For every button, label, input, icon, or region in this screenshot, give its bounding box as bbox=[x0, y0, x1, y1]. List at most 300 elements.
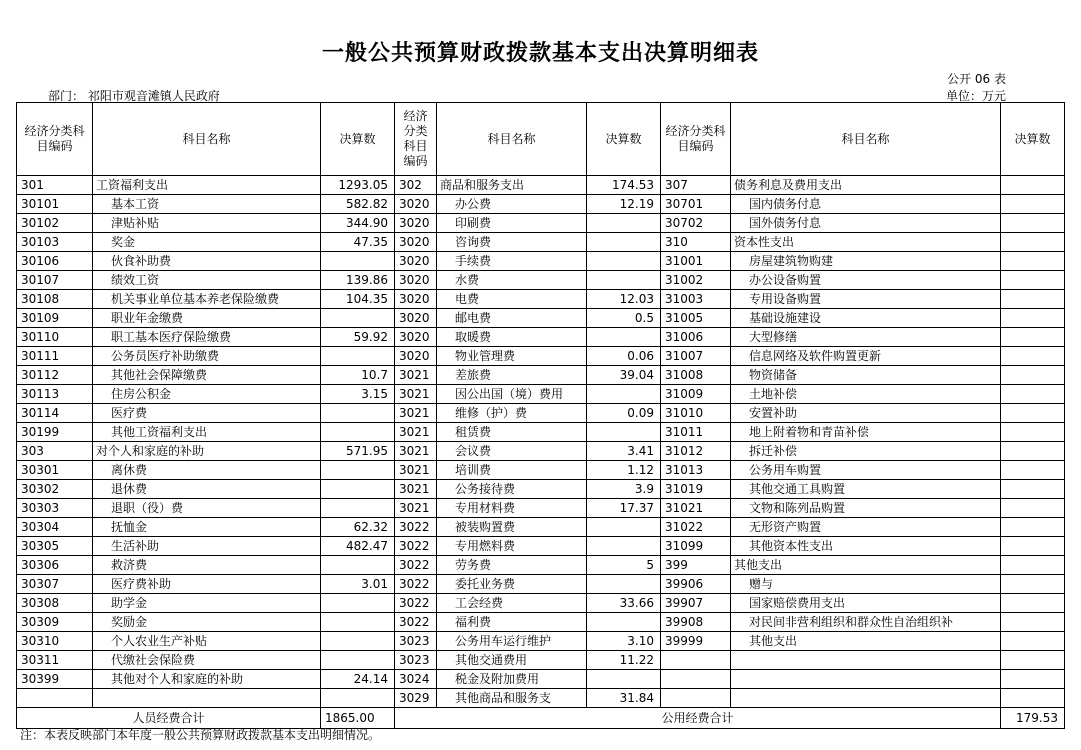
table-row bbox=[17, 195, 1065, 214]
cell-amount-2 bbox=[587, 252, 661, 271]
cell-amount-3 bbox=[1001, 632, 1065, 651]
cell-code-1: 30309 bbox=[17, 613, 93, 632]
table-row bbox=[17, 461, 1065, 480]
cell-name-1: 抚恤金 bbox=[93, 518, 321, 537]
cell-name-2: 会议费 bbox=[437, 442, 587, 461]
cell-code-2: 3020 bbox=[395, 309, 437, 328]
header-amount-3: 决算数 bbox=[1001, 103, 1065, 176]
cell-name-1: 绩效工资 bbox=[93, 271, 321, 290]
header-name-1: 科目名称 bbox=[93, 103, 321, 176]
cell-name-1: 奖励金 bbox=[93, 613, 321, 632]
cell-name-1: 退职（役）费 bbox=[93, 499, 321, 518]
table-row bbox=[17, 480, 1065, 499]
cell-code-3: 399 bbox=[661, 556, 731, 575]
cell-amount-3 bbox=[1001, 594, 1065, 613]
cell-amount-3 bbox=[1001, 309, 1065, 328]
cell-amount-2 bbox=[587, 518, 661, 537]
cell-amount-3 bbox=[1001, 461, 1065, 480]
table-row bbox=[17, 537, 1065, 556]
cell-code-3: 31022 bbox=[661, 518, 731, 537]
cell-amount-3 bbox=[1001, 366, 1065, 385]
cell-amount-2: 5 bbox=[587, 556, 661, 575]
cell-name-2: 被装购置费 bbox=[437, 518, 587, 537]
cell-name-1: 离休费 bbox=[93, 461, 321, 480]
cell-code-1: 30107 bbox=[17, 271, 93, 290]
cell-amount-2 bbox=[587, 670, 661, 689]
cell-code-3: 31007 bbox=[661, 347, 731, 366]
cell-name-3 bbox=[731, 651, 1001, 670]
cell-code-3: 31005 bbox=[661, 309, 731, 328]
cell-code-3: 307 bbox=[661, 176, 731, 195]
cell-name-3: 国外债务付息 bbox=[731, 214, 1001, 233]
personnel-total-value: 1865.00 bbox=[321, 708, 395, 729]
cell-name-2: 公务用车运行维护 bbox=[437, 632, 587, 651]
cell-code-2: 3022 bbox=[395, 575, 437, 594]
cell-code-1: 30305 bbox=[17, 537, 93, 556]
cell-name-1: 机关事业单位基本养老保险缴费 bbox=[93, 290, 321, 309]
cell-code-3: 39906 bbox=[661, 575, 731, 594]
footnote: 注：本表反映部门本年度一般公共预算财政拨款基本支出明细情况。 bbox=[20, 728, 381, 742]
header-amount-1: 决算数 bbox=[321, 103, 395, 176]
cell-name-1: 生活补助 bbox=[93, 537, 321, 556]
cell-code-2: 3020 bbox=[395, 195, 437, 214]
cell-amount-3 bbox=[1001, 689, 1065, 708]
cell-amount-3 bbox=[1001, 214, 1065, 233]
cell-amount-3 bbox=[1001, 556, 1065, 575]
cell-amount-1: 571.95 bbox=[321, 442, 395, 461]
cell-name-1: 助学金 bbox=[93, 594, 321, 613]
cell-code-2: 3020 bbox=[395, 271, 437, 290]
cell-amount-3 bbox=[1001, 518, 1065, 537]
cell-code-3: 31099 bbox=[661, 537, 731, 556]
table-row bbox=[17, 347, 1065, 366]
cell-name-1: 对个人和家庭的补助 bbox=[93, 442, 321, 461]
cell-name-2: 培训费 bbox=[437, 461, 587, 480]
cell-amount-2 bbox=[587, 613, 661, 632]
cell-name-3: 房屋建筑物购建 bbox=[731, 252, 1001, 271]
cell-code-2: 3024 bbox=[395, 670, 437, 689]
cell-code-3: 31001 bbox=[661, 252, 731, 271]
cell-amount-3 bbox=[1001, 613, 1065, 632]
table-row bbox=[17, 594, 1065, 613]
header-code-1: 经济分类科目编码 bbox=[17, 103, 93, 176]
cell-amount-2 bbox=[587, 385, 661, 404]
header-name-3: 科目名称 bbox=[731, 103, 1001, 176]
cell-name-1: 津贴补贴 bbox=[93, 214, 321, 233]
cell-code-2: 3023 bbox=[395, 632, 437, 651]
cell-code-1: 30114 bbox=[17, 404, 93, 423]
header-name-2: 科目名称 bbox=[437, 103, 587, 176]
cell-name-2: 办公费 bbox=[437, 195, 587, 214]
table-row bbox=[17, 233, 1065, 252]
cell-name-3: 专用设备购置 bbox=[731, 290, 1001, 309]
header-code-2: 经济分类科目编码 bbox=[395, 103, 437, 176]
cell-amount-2: 3.10 bbox=[587, 632, 661, 651]
cell-code-1: 30311 bbox=[17, 651, 93, 670]
cell-name-1: 公务员医疗补助缴费 bbox=[93, 347, 321, 366]
cell-name-2: 水费 bbox=[437, 271, 587, 290]
table-row bbox=[17, 214, 1065, 233]
cell-code-1: 30108 bbox=[17, 290, 93, 309]
cell-code-1: 30110 bbox=[17, 328, 93, 347]
cell-amount-3 bbox=[1001, 347, 1065, 366]
cell-name-2: 邮电费 bbox=[437, 309, 587, 328]
cell-name-2: 商品和服务支出 bbox=[437, 176, 587, 195]
cell-name-3: 地上附着物和青苗补偿 bbox=[731, 423, 1001, 442]
cell-name-1: 职业年金缴费 bbox=[93, 309, 321, 328]
cell-amount-1: 10.7 bbox=[321, 366, 395, 385]
cell-code-1 bbox=[17, 689, 93, 708]
table-row bbox=[17, 518, 1065, 537]
public-total-value: 179.53 bbox=[1001, 708, 1065, 729]
cell-amount-1 bbox=[321, 347, 395, 366]
cell-code-1: 30399 bbox=[17, 670, 93, 689]
cell-code-1: 30199 bbox=[17, 423, 93, 442]
cell-name-1: 工资福利支出 bbox=[93, 176, 321, 195]
table-row bbox=[17, 613, 1065, 632]
table-row bbox=[17, 689, 1065, 708]
cell-amount-2: 174.53 bbox=[587, 176, 661, 195]
cell-amount-1 bbox=[321, 423, 395, 442]
cell-amount-2: 0.09 bbox=[587, 404, 661, 423]
cell-amount-1 bbox=[321, 404, 395, 423]
cell-name-3: 其他支出 bbox=[731, 556, 1001, 575]
cell-name-1: 住房公积金 bbox=[93, 385, 321, 404]
cell-amount-1 bbox=[321, 309, 395, 328]
cell-name-3: 债务利息及费用支出 bbox=[731, 176, 1001, 195]
cell-amount-2: 1.12 bbox=[587, 461, 661, 480]
cell-name-2: 劳务费 bbox=[437, 556, 587, 575]
table-row bbox=[17, 556, 1065, 575]
cell-code-2: 3022 bbox=[395, 594, 437, 613]
cell-name-2: 委托业务费 bbox=[437, 575, 587, 594]
cell-amount-2: 3.9 bbox=[587, 480, 661, 499]
cell-code-3: 31019 bbox=[661, 480, 731, 499]
cell-code-3: 39999 bbox=[661, 632, 731, 651]
cell-code-2: 302 bbox=[395, 176, 437, 195]
cell-code-3: 39908 bbox=[661, 613, 731, 632]
cell-code-3 bbox=[661, 670, 731, 689]
cell-name-3: 赠与 bbox=[731, 575, 1001, 594]
cell-amount-2: 0.5 bbox=[587, 309, 661, 328]
cell-code-2: 3029 bbox=[395, 689, 437, 708]
cell-code-1: 30102 bbox=[17, 214, 93, 233]
cell-name-3 bbox=[731, 689, 1001, 708]
cell-name-3: 安置补助 bbox=[731, 404, 1001, 423]
cell-amount-1: 47.35 bbox=[321, 233, 395, 252]
cell-amount-2 bbox=[587, 271, 661, 290]
cell-code-2: 3021 bbox=[395, 404, 437, 423]
table-row bbox=[17, 632, 1065, 651]
cell-amount-2 bbox=[587, 214, 661, 233]
expenditure-table bbox=[16, 102, 1065, 729]
page-title: 一般公共预算财政拨款基本支出决算明细表 bbox=[321, 40, 759, 66]
department-label: 部门： 祁阳市观音滩镇人民政府 bbox=[48, 89, 220, 103]
cell-name-1: 其他对个人和家庭的补助 bbox=[93, 670, 321, 689]
table-row bbox=[17, 309, 1065, 328]
cell-name-2: 取暖费 bbox=[437, 328, 587, 347]
cell-amount-1 bbox=[321, 499, 395, 518]
cell-amount-1: 582.82 bbox=[321, 195, 395, 214]
table-row bbox=[17, 670, 1065, 689]
cell-amount-2: 11.22 bbox=[587, 651, 661, 670]
cell-amount-1 bbox=[321, 594, 395, 613]
cell-amount-1 bbox=[321, 252, 395, 271]
cell-code-1: 30306 bbox=[17, 556, 93, 575]
cell-name-2: 咨询费 bbox=[437, 233, 587, 252]
cell-amount-1 bbox=[321, 613, 395, 632]
cell-name-1: 职工基本医疗保险缴费 bbox=[93, 328, 321, 347]
header-amount-2: 决算数 bbox=[587, 103, 661, 176]
cell-amount-2: 31.84 bbox=[587, 689, 661, 708]
cell-code-1: 30112 bbox=[17, 366, 93, 385]
cell-name-1: 伙食补助费 bbox=[93, 252, 321, 271]
table-row bbox=[17, 575, 1065, 594]
cell-amount-3 bbox=[1001, 385, 1065, 404]
header-row bbox=[17, 103, 1065, 176]
cell-code-1: 301 bbox=[17, 176, 93, 195]
cell-name-2: 其他商品和服务支 bbox=[437, 689, 587, 708]
cell-amount-2: 12.19 bbox=[587, 195, 661, 214]
table-row bbox=[17, 404, 1065, 423]
cell-code-3: 30702 bbox=[661, 214, 731, 233]
cell-code-3: 31010 bbox=[661, 404, 731, 423]
table-row bbox=[17, 328, 1065, 347]
cell-code-3: 31011 bbox=[661, 423, 731, 442]
cell-amount-1: 62.32 bbox=[321, 518, 395, 537]
cell-code-3 bbox=[661, 651, 731, 670]
cell-amount-3 bbox=[1001, 575, 1065, 594]
cell-code-1: 30308 bbox=[17, 594, 93, 613]
cell-code-3: 31006 bbox=[661, 328, 731, 347]
cell-code-2: 3021 bbox=[395, 366, 437, 385]
cell-name-3: 大型修缮 bbox=[731, 328, 1001, 347]
cell-name-3: 国家赔偿费用支出 bbox=[731, 594, 1001, 613]
cell-amount-1: 24.14 bbox=[321, 670, 395, 689]
cell-code-3: 31021 bbox=[661, 499, 731, 518]
cell-amount-1: 482.47 bbox=[321, 537, 395, 556]
table-row bbox=[17, 290, 1065, 309]
cell-name-3: 信息网络及软件购置更新 bbox=[731, 347, 1001, 366]
table-row bbox=[17, 176, 1065, 195]
cell-name-3: 公务用车购置 bbox=[731, 461, 1001, 480]
cell-code-2: 3020 bbox=[395, 214, 437, 233]
cell-amount-1: 3.01 bbox=[321, 575, 395, 594]
cell-name-1 bbox=[93, 689, 321, 708]
cell-name-1: 救济费 bbox=[93, 556, 321, 575]
cell-amount-3 bbox=[1001, 480, 1065, 499]
cell-name-2: 印刷费 bbox=[437, 214, 587, 233]
cell-code-2: 3021 bbox=[395, 423, 437, 442]
cell-code-3: 310 bbox=[661, 233, 731, 252]
cell-amount-1 bbox=[321, 556, 395, 575]
cell-code-2: 3021 bbox=[395, 480, 437, 499]
cell-amount-1: 104.35 bbox=[321, 290, 395, 309]
cell-amount-3 bbox=[1001, 423, 1065, 442]
cell-name-3 bbox=[731, 670, 1001, 689]
cell-code-2: 3021 bbox=[395, 461, 437, 480]
cell-amount-1: 3.15 bbox=[321, 385, 395, 404]
table-reference: 公开 06 表 bbox=[947, 72, 1006, 86]
cell-name-2: 其他交通费用 bbox=[437, 651, 587, 670]
cell-amount-1: 1293.05 bbox=[321, 176, 395, 195]
cell-code-1: 303 bbox=[17, 442, 93, 461]
cell-code-1: 30109 bbox=[17, 309, 93, 328]
cell-code-2: 3020 bbox=[395, 233, 437, 252]
table-row bbox=[17, 442, 1065, 461]
cell-amount-1: 139.86 bbox=[321, 271, 395, 290]
cell-name-2: 工会经费 bbox=[437, 594, 587, 613]
cell-code-3 bbox=[661, 689, 731, 708]
cell-name-2: 专用材料费 bbox=[437, 499, 587, 518]
cell-code-2: 3022 bbox=[395, 537, 437, 556]
cell-code-1: 30302 bbox=[17, 480, 93, 499]
table-row bbox=[17, 385, 1065, 404]
cell-code-2: 3022 bbox=[395, 556, 437, 575]
cell-name-3: 无形资产购置 bbox=[731, 518, 1001, 537]
cell-code-1: 30103 bbox=[17, 233, 93, 252]
cell-name-2: 维修（护）费 bbox=[437, 404, 587, 423]
cell-name-3: 其他资本性支出 bbox=[731, 537, 1001, 556]
cell-amount-1 bbox=[321, 689, 395, 708]
cell-name-1: 其他社会保障缴费 bbox=[93, 366, 321, 385]
cell-code-2: 3021 bbox=[395, 499, 437, 518]
cell-amount-3 bbox=[1001, 290, 1065, 309]
cell-amount-2: 0.06 bbox=[587, 347, 661, 366]
cell-name-3: 对民间非营利组织和群众性自治组织补 bbox=[731, 613, 1001, 632]
cell-code-3: 31003 bbox=[661, 290, 731, 309]
cell-amount-3 bbox=[1001, 499, 1065, 518]
cell-name-1: 基本工资 bbox=[93, 195, 321, 214]
cell-name-1: 个人农业生产补贴 bbox=[93, 632, 321, 651]
cell-code-1: 30113 bbox=[17, 385, 93, 404]
cell-amount-3 bbox=[1001, 651, 1065, 670]
header-code-3: 经济分类科目编码 bbox=[661, 103, 731, 176]
cell-name-2: 电费 bbox=[437, 290, 587, 309]
cell-name-2: 租赁费 bbox=[437, 423, 587, 442]
cell-code-1: 30101 bbox=[17, 195, 93, 214]
cell-amount-3 bbox=[1001, 233, 1065, 252]
cell-name-3: 拆迁补偿 bbox=[731, 442, 1001, 461]
cell-code-2: 3020 bbox=[395, 328, 437, 347]
cell-amount-1: 344.90 bbox=[321, 214, 395, 233]
cell-name-2: 差旅费 bbox=[437, 366, 587, 385]
cell-code-2: 3022 bbox=[395, 518, 437, 537]
cell-name-2: 手续费 bbox=[437, 252, 587, 271]
cell-amount-3 bbox=[1001, 442, 1065, 461]
unit-label: 单位：万元 bbox=[945, 89, 1006, 103]
cell-amount-3 bbox=[1001, 271, 1065, 290]
cell-amount-2 bbox=[587, 328, 661, 347]
cell-name-1: 医疗费补助 bbox=[93, 575, 321, 594]
table-row bbox=[17, 423, 1065, 442]
cell-code-2: 3021 bbox=[395, 442, 437, 461]
cell-amount-1 bbox=[321, 461, 395, 480]
cell-name-1: 退休费 bbox=[93, 480, 321, 499]
cell-code-1: 30106 bbox=[17, 252, 93, 271]
cell-name-3: 土地补偿 bbox=[731, 385, 1001, 404]
cell-name-3: 资本性支出 bbox=[731, 233, 1001, 252]
cell-code-3: 31012 bbox=[661, 442, 731, 461]
cell-amount-2: 17.37 bbox=[587, 499, 661, 518]
table-row bbox=[17, 499, 1065, 518]
cell-amount-2 bbox=[587, 233, 661, 252]
cell-amount-2: 39.04 bbox=[587, 366, 661, 385]
table-row bbox=[17, 252, 1065, 271]
cell-code-2: 3020 bbox=[395, 347, 437, 366]
cell-amount-3 bbox=[1001, 252, 1065, 271]
table-row bbox=[17, 271, 1065, 290]
cell-code-3: 31008 bbox=[661, 366, 731, 385]
cell-code-2: 3021 bbox=[395, 385, 437, 404]
cell-code-2: 3023 bbox=[395, 651, 437, 670]
cell-name-2: 福利费 bbox=[437, 613, 587, 632]
cell-name-2: 物业管理费 bbox=[437, 347, 587, 366]
personnel-total-label: 人员经费合计 bbox=[17, 708, 321, 729]
cell-code-3: 31013 bbox=[661, 461, 731, 480]
cell-name-3: 国内债务付息 bbox=[731, 195, 1001, 214]
cell-amount-3 bbox=[1001, 537, 1065, 556]
cell-amount-2: 12.03 bbox=[587, 290, 661, 309]
cell-code-2: 3020 bbox=[395, 252, 437, 271]
cell-amount-2 bbox=[587, 537, 661, 556]
cell-name-3: 办公设备购置 bbox=[731, 271, 1001, 290]
public-total-label: 公用经费合计 bbox=[395, 708, 1001, 729]
cell-name-2: 公务接待费 bbox=[437, 480, 587, 499]
cell-amount-3 bbox=[1001, 404, 1065, 423]
cell-amount-1 bbox=[321, 651, 395, 670]
cell-amount-1: 59.92 bbox=[321, 328, 395, 347]
cell-amount-3 bbox=[1001, 328, 1065, 347]
cell-name-3: 物资储备 bbox=[731, 366, 1001, 385]
cell-amount-3 bbox=[1001, 670, 1065, 689]
cell-amount-3 bbox=[1001, 195, 1065, 214]
cell-code-1: 30304 bbox=[17, 518, 93, 537]
cell-name-1: 奖金 bbox=[93, 233, 321, 252]
cell-name-3: 其他支出 bbox=[731, 632, 1001, 651]
cell-amount-1 bbox=[321, 632, 395, 651]
cell-amount-2 bbox=[587, 575, 661, 594]
cell-name-3: 基础设施建设 bbox=[731, 309, 1001, 328]
cell-code-3: 31009 bbox=[661, 385, 731, 404]
cell-code-3: 39907 bbox=[661, 594, 731, 613]
cell-amount-2: 33.66 bbox=[587, 594, 661, 613]
cell-code-3: 30701 bbox=[661, 195, 731, 214]
cell-name-3: 其他交通工具购置 bbox=[731, 480, 1001, 499]
cell-code-2: 3022 bbox=[395, 613, 437, 632]
cell-name-2: 专用燃料费 bbox=[437, 537, 587, 556]
cell-code-1: 30301 bbox=[17, 461, 93, 480]
cell-amount-2: 3.41 bbox=[587, 442, 661, 461]
table-row bbox=[17, 366, 1065, 385]
cell-name-1: 其他工资福利支出 bbox=[93, 423, 321, 442]
cell-amount-2 bbox=[587, 423, 661, 442]
cell-code-1: 30111 bbox=[17, 347, 93, 366]
table-row bbox=[17, 651, 1065, 670]
cell-code-3: 31002 bbox=[661, 271, 731, 290]
cell-code-2: 3020 bbox=[395, 290, 437, 309]
cell-name-1: 医疗费 bbox=[93, 404, 321, 423]
cell-name-2: 税金及附加费用 bbox=[437, 670, 587, 689]
cell-name-3: 文物和陈列品购置 bbox=[731, 499, 1001, 518]
cell-code-1: 30307 bbox=[17, 575, 93, 594]
cell-code-1: 30310 bbox=[17, 632, 93, 651]
cell-name-1: 代缴社会保险费 bbox=[93, 651, 321, 670]
cell-amount-3 bbox=[1001, 176, 1065, 195]
cell-amount-1 bbox=[321, 480, 395, 499]
cell-name-2: 因公出国（境）费用 bbox=[437, 385, 587, 404]
cell-code-1: 30303 bbox=[17, 499, 93, 518]
